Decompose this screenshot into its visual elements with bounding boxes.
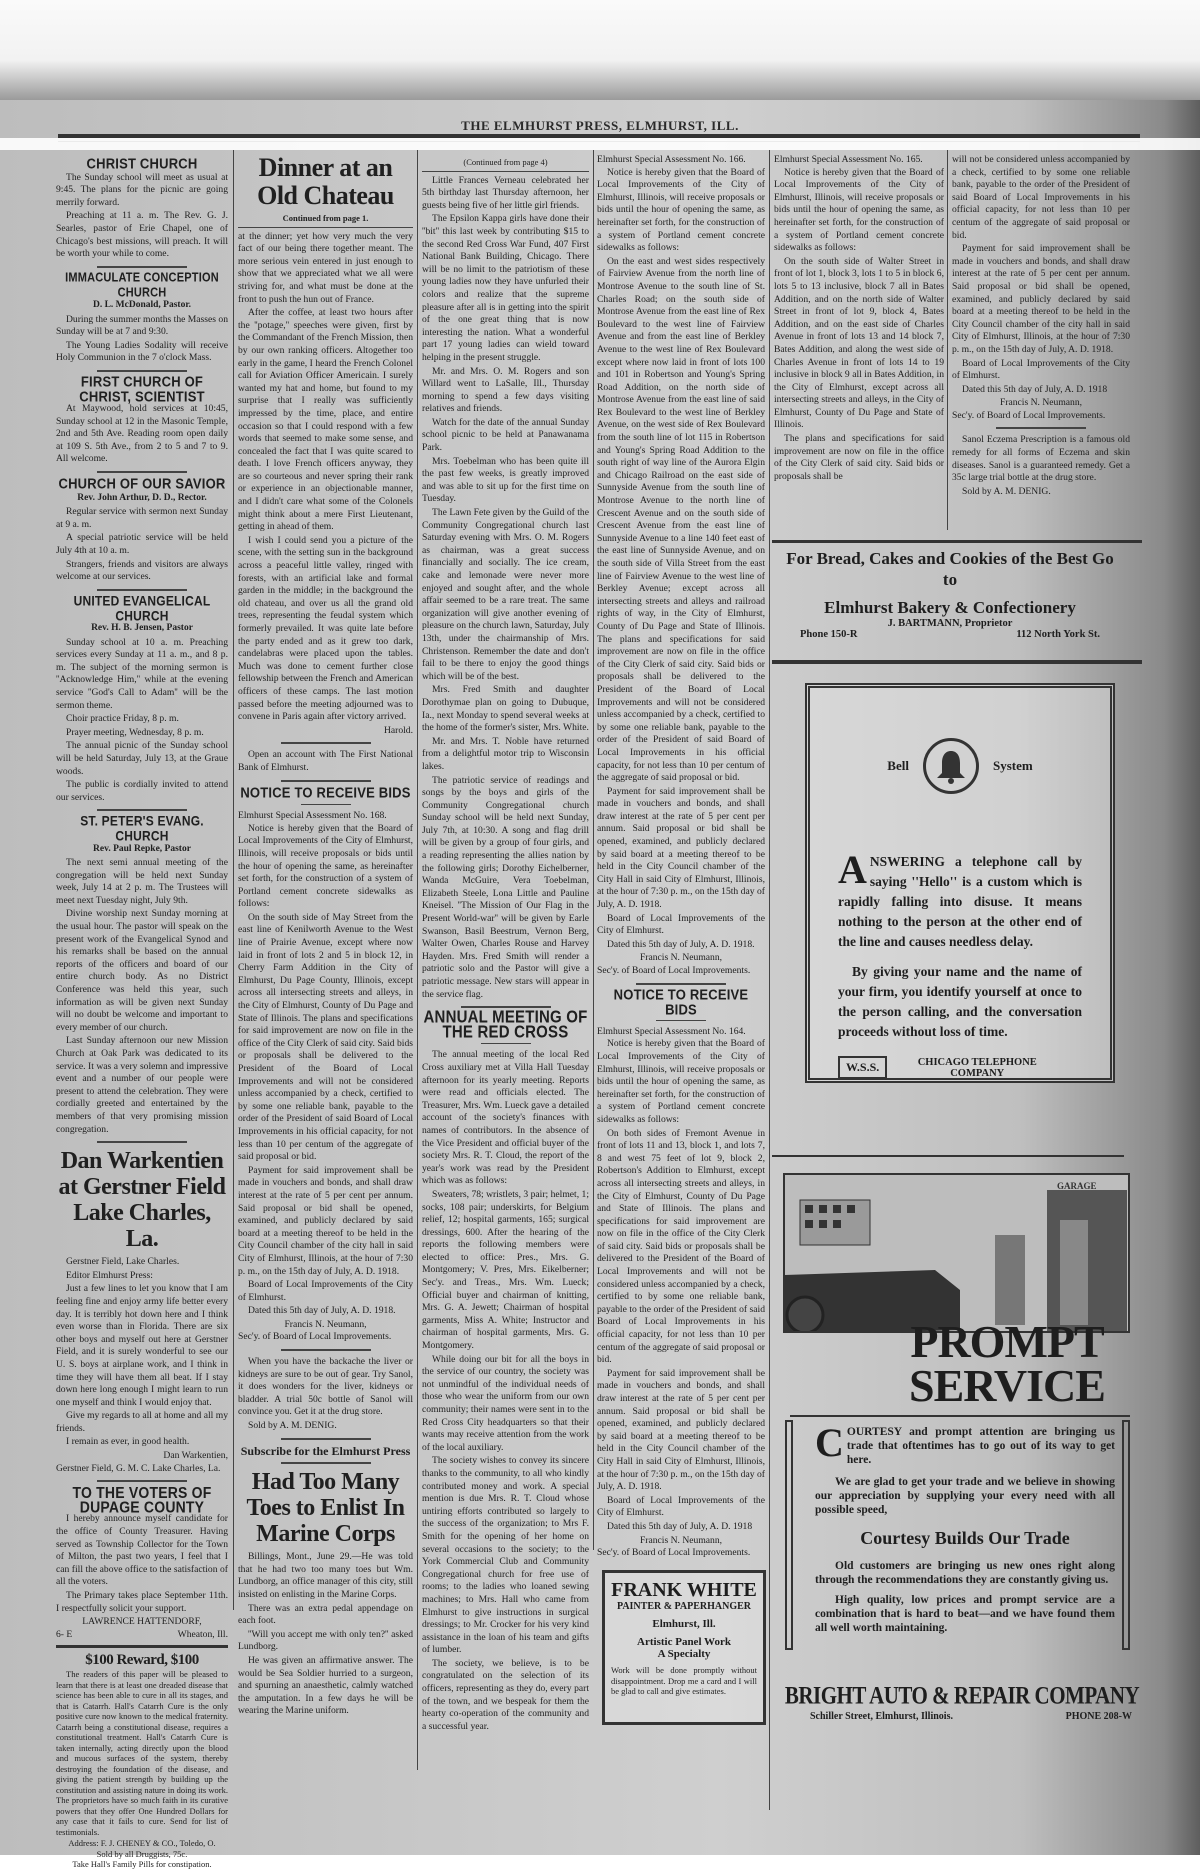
board: Board of Local Improvements of the City of Elmhurst. bbox=[597, 912, 765, 937]
secretary: Sec'y. of Board of Local Improvements. bbox=[238, 1331, 392, 1343]
paragraph: While doing our bit for all the boys in the service of our country, the society was not unmindful of the individual needs of those who wear the uniform from our own community; their names were sent in to the Red Cross City headquarters so that their wants may receive attention from the work of the local auxiliary. bbox=[422, 1353, 589, 1453]
paragraph: will not be considered unless accompanied by a check, certified to by some one reliable bank, payable to the order of the President of said Board of Local Improvements in his official capacity, for not less than 10 per centum of the aggregate of said proposal or bid. bbox=[952, 154, 1130, 241]
paragraph: at the dinner; yet how very much the very fact of our being there together meant. The more serious vein entered in just enough to show that we appreciated what we all were striving for, and what must be done at the front to push the hun out of France. bbox=[238, 230, 413, 305]
separator bbox=[301, 804, 351, 805]
paragraph: Divine worship next Sunday morning at the usual hour. The pastor will speak on the present work of the Evangelical Synod and his remarks shall be based on the annual reports of the officers and board of our entire church body. As no District Conference was held this year, such information as will be given next Sunday will no doubt be welcome and important to every member of our church. bbox=[56, 908, 228, 1033]
signatory: Francis N. Neumann, bbox=[639, 952, 723, 964]
paragraph: Payment for said improvement shall be made in vouchers and bonds, and shall draw interest at the rate of 5 per cent per annum. Said proposal or bid shall be opened, examined, and publicly declared by said board at a meeting thereof to be held in the City Council chamber of the city hall in said City of Elmhurst, Illinois, at the hour of 7:30 p. m., on the 15th day of July, A. D. 1918. bbox=[238, 1164, 413, 1277]
paragraph: Mrs. Fred Smith and daughter Dorothymae plan on going to Dubuque, Ia., next Monday to spend several weeks at the home of the former's sister, Mrs. White. bbox=[422, 684, 589, 734]
separator bbox=[481, 1043, 531, 1044]
separator bbox=[996, 427, 1086, 429]
paragraph: The Epsilon Kappa girls have done their ''bit'' this last week by contributing $15 to the second Red Cross War Fund, 407 First National Bank Building, Chicago. There will be no limit to the patriotism of these young ladies now they have unfurled their colors and realize that the supreme pleasure after all is in getting into the spirit of the one great thing that is now interesting the nation. What a wonderful part 17 young ladies can wield toward helping in the present struggle. bbox=[422, 213, 589, 363]
headline-prompt: PROMPT bbox=[910, 1316, 1104, 1367]
notice-165-column bbox=[774, 154, 944, 484]
churches-column bbox=[56, 154, 228, 1870]
secretary: Sec'y. of Board of Local Improvements. bbox=[952, 409, 1106, 421]
paragraph: Payment for said improvement shall be made in vouchers and bonds, and shall draw interest at the rate of 5 per cent per annum. Said proposal or bid shall be opened, examined, and publicly declared by said board at a meeting thereof to be held in the City Council chamber of the City Hall in said City of Elmhurst, Illinois, at the hour of 7:30 p. m., on the 15th day of July, A. D. 1918. bbox=[597, 785, 765, 911]
ad-code: 6- E bbox=[56, 1628, 73, 1640]
auto-paragraph: We are glad to get your trade and we believe in showing our appreciation by supplying your every need with all possible speed, bbox=[815, 1476, 1115, 1516]
paragraph: The Lawn Fete given by the Guild of the Community Congregational church last Saturday evening with Mrs. O. M. Rogers as chairman, was a great success financially and socially. The ice cream, cake and lemonade were never more enjoyed and sought after, and the whole affair seemed to be a rare treat. The same organization will give another evening of pleasure on the church lawn, Saturday, July 13th, under the chairmanship of Mrs. Christenson. Remember the date and don't fail to be there to enjoy the good things which will be of the best. bbox=[422, 507, 589, 682]
paragraph: Last Sunday afternoon our new Mission Church at Oak Park was dedicated to its service. It was a very solemn and impressive event and a number of our people were present to attend the celebration. They were cordially greeted and entertained by the members of that very promising mission congregation. bbox=[56, 1035, 228, 1135]
paragraph: I wish I could send you a picture of the scene, with the setting sun in the background across a peaceful little valley, ringed with forests, with an artificial lake and formal garden in the middle; in the background the old chateau, and over us all the grand old trees, representing the feudal system which formerly prevailed. It was quite late before the party ended and as it grew too dark, candelabras were placed upon the tables. Much was done to cement further close fellowship between the French and American officers of these camps. The last motion passed before the meeting adjourned was to convene in Paris again after victory arrived. bbox=[238, 534, 413, 723]
paragraph: On both sides of Fremont Avenue in front of lots 11 and 13, block 1, and lots 7, 8 and west 75 feet of lot 9, block 2, Robertson's Addition to Elmhurst, except across all intersecting streets and alleys, in the City of Elmhurst, County of Du Page and State of Illinois. The plans and specifications for said improvement are now on file in the office of the City Clerk of said city. Said bids or proposals shall be delivered to the President of the Board of Local Improvements and will not be considered unless accompanied by a check, certified to by some one reliable bank, payable to the order of the President of said Board of Local Improvements in his official capacity, for not less than 10 per centum of the aggregate of said proposal or bid. bbox=[597, 1127, 765, 1366]
ad-pillar-left bbox=[785, 1420, 793, 1650]
bakery-name: Elmhurst Bakery & Confectionery bbox=[824, 598, 1076, 617]
wss-badge: W.S.S. bbox=[838, 1056, 887, 1079]
dated: Dated this 5th day of July, A. D. 1918. bbox=[607, 938, 755, 950]
separator bbox=[97, 1141, 187, 1143]
separator bbox=[281, 1349, 371, 1351]
bright-auto-footer bbox=[782, 1680, 1142, 1722]
signatory: Francis N. Neumann, bbox=[284, 1318, 367, 1330]
proprietor: J. BARTMANN, Proprietor bbox=[887, 618, 1013, 629]
paragraph: Just a few lines to let you know that I am feeling fine and enjoy army life better every day. It is terribly hot down here and I think even worse than in Florida. There are six other boys and myself out here at Gerstner Field, and it is surely wonderful to see our U. S. boys at airplane work, and I think in time they will have them all beat. If I stay down here long enough I might learn to run one myself and think I would enjoy that. bbox=[56, 1283, 228, 1408]
dated: Dated this 5th day of July, A. D. 1918 bbox=[607, 1520, 753, 1532]
separator bbox=[97, 471, 187, 473]
christ-church-heading: CHRIST CHURCH bbox=[86, 154, 198, 173]
continued-note: Continued from page 1. bbox=[238, 212, 413, 228]
secretary: Sec'y. of Board of Local Improvements. bbox=[597, 1547, 751, 1559]
separator bbox=[97, 370, 187, 372]
paragraph: Notice is hereby given that the Board of Local Improvements of the City of Elmhurst, Illinois, will receive proposals or bids until the hour of opening the same, as hereinafter set forth, for the construction of a system of Portland cement concrete sidewalks as follows: bbox=[597, 166, 765, 254]
bell-paragraph: By giving your name and the name of your firm, you identify yourself at once to the person calling, and the conversation proceeds without loss of time. bbox=[838, 964, 1082, 1039]
bell-logo-icon bbox=[923, 738, 979, 794]
paragraph: Payment for said improvement shall be made in vouchers and bonds, and shall draw interest at the rate of 5 per cent per annum. Said proposal or bid shall be opened, examined, and publicly declared by said board at a meeting thereof to be held in the City Council chamber of the city hall in said City of Elmhurst, Illinois, at the hour of 7:30 p. m., on the 15th day of July, A. D. 1918. bbox=[952, 243, 1130, 355]
bank-ad: Open an account with The First National Bank of Elmhurst. bbox=[238, 749, 413, 773]
separator bbox=[97, 809, 187, 811]
assessment-number: Elmhurst Special Assessment No. 164. bbox=[597, 1025, 746, 1037]
paragraph: Notice is hereby given that the Board of Local Improvements of the City of Elmhurst, Illinois, will receive proposals or bids until the hour of opening the same, as hereinafter set forth, for the construction of a system of Portland cement concrete sidewalks as follows: bbox=[597, 1038, 765, 1125]
chateau-headline: Dinner at an Old Chateau bbox=[257, 153, 394, 210]
paragraph: Sweaters, 78; wristlets, 3 pair; helmet, 1; socks, 108 pair; underskirts, for Belgium relief, 12; hospital garments, 165; surgical dressings, 600. After the hearing of the reports the following members were elected to office: Pres., Mrs. G. Montgomery; V. Pres, Mrs. Eikelberner; Sec'y. and Treas., Mrs. Wm. Lueck; Official buyer and chairman of knitting, Mrs. G. A. Jewett; Chairman of hospital garments, Miss A. White; Instructor and chairman of hospital garments, Mrs. G. Montgomery. bbox=[422, 1188, 589, 1352]
paragraph: I hereby announce myself candidate for the office of County Treasurer. Having served as Township Collector for the Town of Milton, the past two years, I feel that I can fill the above office to the satisfaction of all the voters. bbox=[56, 1513, 228, 1588]
villa-park-column bbox=[422, 154, 589, 1734]
paragraph: The patriotic service of readings and songs by the boys and girls of the Community Congregational church Sunday school will be held next Sunday, July 7th, at 10:30. A song and flag drill will be given by a group of four girls, and a reading representing the allies nation by the following girls; Dorothy Eichelberner, Wanda McGuire, Vera Toebelman, Elizabeth Steele, Lona Little and Pauline Kneisel. ''The Mission of Our Flag in the Present World-war'' will be given by Earle Swanson, Basil Beestrum, Vernon Berg, Walter Owen, Charles Rouse and Harvey Hayden. Mrs. Fred Smith will render a patriotic solo and the Pastor will give a patriotic message. New stars will appear in the service flag. bbox=[422, 774, 589, 1000]
separator bbox=[97, 266, 187, 268]
slogan: Courtesy Builds Our Trade bbox=[860, 1528, 1070, 1548]
pastor-name: Rev. John Arthur, D. D., Rector. bbox=[77, 492, 207, 503]
paragraph: Regular service with sermon next Sunday at 9 a. m. bbox=[56, 506, 228, 530]
column-divider bbox=[947, 150, 948, 530]
secretary: Sec'y. of Board of Local Improvements. bbox=[597, 965, 751, 976]
board: Board of Local Improvements of the City of Elmhurst. bbox=[597, 1494, 765, 1519]
headline-service: SERVICE bbox=[909, 1360, 1105, 1411]
paragraph: He was given an affirmative answer. The would be Sea Soldier hurried to a surgeon, and spurning an anaesthetic, calmly watched the amputation. In a few days he will be wearing the Marine uniform. bbox=[238, 1654, 413, 1717]
sold-by: Sold by all Druggists, 75c. bbox=[96, 1848, 188, 1859]
subscribe-banner: Subscribe for the Elmhurst Press bbox=[240, 1443, 411, 1458]
specialty: Artistic Panel Work bbox=[637, 1636, 731, 1648]
paragraph: Billings, Mont., June 29.—He was told that he had two too many toes but Wm. Lundborg, an office manager of this city, still insisted on enlisting in the Marine Corps. bbox=[238, 1551, 413, 1600]
evangelical-heading: UNITED EVANGELICAL CHURCH bbox=[73, 592, 211, 624]
paragraph: During the summer months the Masses on Sunday will be at 7 and 9:30. bbox=[56, 313, 229, 338]
masthead: THE ELMHURST PRESS, ELMHURST, ILL. bbox=[461, 118, 739, 133]
painter-trade: PAINTER & PAPERHANGER bbox=[616, 1601, 752, 1612]
auto-paragraph: OURTESY and prompt attention are bringing us trade that oftentimes has to go out of its way to get here. bbox=[846, 1426, 1115, 1466]
bell-label: Bell bbox=[887, 758, 909, 773]
company-address: Schiller Street, Elmhurst, Illinois. bbox=[810, 1711, 953, 1722]
paragraph: Watch for the date of the annual Sunday school picnic to be held at Panawanama Park. bbox=[422, 416, 589, 454]
dated: Dated this 5th day of July, A. D. 1918 bbox=[962, 383, 1108, 395]
ad-rule bbox=[772, 540, 1142, 543]
column-divider bbox=[593, 150, 594, 1550]
company-phone: PHONE 208-W bbox=[1065, 1711, 1132, 1722]
painter-town: Elmhurst, Ill. bbox=[652, 1618, 716, 1630]
board: Board of Local Improvements of the City of Elmhurst. bbox=[238, 1279, 413, 1303]
paragraph: The Sunday school will meet as usual at 9:45. The plans for the picnic are going merrily forward. bbox=[56, 171, 228, 208]
paragraph: Prayer meeting, Wednesday, 8 p. m. bbox=[66, 726, 204, 738]
paragraph: After the coffee, at least two hours after the ''potage,'' speeches were given, first by the Commandant of the French Mission, then by our own ranking officers. Altogether too early in the game, I heard the French Colonel call for Aviation Officer Americain. I surely wanted my hat and home, but found to my surprise that I really was sufficiently impressed by the time, place, and entire occasion so that I could respond with a few words that seemed to make some sense, and concealed the fact that I was quite scared to death. I love French officers anyway, they are so courteous and never spring their rank or experience in an objectionable manner, and I didn't care what some of the Colonels might think about a mere First Lieutenant, getting in ahead of them. bbox=[238, 307, 413, 533]
column-divider bbox=[233, 150, 234, 1610]
ad-rule bbox=[772, 660, 1142, 664]
sold-by: Sold by A. M. DENIG. bbox=[248, 1420, 337, 1432]
assessment-number: Elmhurst Special Assessment No. 168. bbox=[238, 810, 387, 822]
red-cross-headline: ANNUAL MEETING OF THE RED CROSS bbox=[423, 1007, 588, 1042]
assessment-number: Elmhurst Special Assessment No. 166. bbox=[597, 154, 746, 165]
telephone-company: CHICAGO TELEPHONE COMPANY bbox=[917, 1056, 1037, 1079]
painter-ad bbox=[602, 1570, 766, 1725]
rule bbox=[56, 1645, 228, 1648]
address: Gerstner Field, G. M. C. Lake Charles, La. bbox=[56, 1462, 221, 1474]
garage-illustration bbox=[783, 1173, 1130, 1333]
separator bbox=[281, 742, 371, 744]
bakery-ad bbox=[785, 548, 1115, 640]
reward-headline: $100 Reward, $100 bbox=[85, 1652, 199, 1669]
dateline: Gerstner Field, Lake Charles. bbox=[66, 1256, 180, 1268]
paragraph: The annual meeting of the local Red Cross auxiliary met at Villa Hall Tuesday afternoon for its yearly meeting. Reports were read and officials elected. The Treasurer, Mrs. Wm. Lueck gave a detailed account of the society's finances with names of contributors. In the absence of the Vice President and official buyer of the society Mrs. R. T. Cloud, the report of the year's work was read by the President which was as follows: bbox=[422, 1049, 589, 1187]
separator bbox=[281, 1438, 371, 1440]
ad-pillar-right bbox=[1122, 1420, 1130, 1650]
system-label: System bbox=[992, 758, 1033, 773]
notice-168-heading: NOTICE TO RECEIVE BIDS bbox=[240, 783, 411, 801]
separator bbox=[281, 1462, 371, 1464]
immaculate-heading: IMMACULATE CONCEPTION CHURCH bbox=[65, 270, 219, 300]
pills-note: Take Hall's Family Pills for constipation. bbox=[72, 1859, 212, 1870]
separator bbox=[636, 983, 726, 985]
paragraph: The public is cordially invited to attend our services. bbox=[56, 779, 228, 803]
column-divider bbox=[769, 150, 770, 1810]
paragraph: Notice is hereby given that the Board of Local Improvements of the City of Elmhurst, Illinois, will receive proposals or bids until the hour of opening the same, as hereinafter set forth, for the construction of a system of Portland cement concrete sidewalks as follows: bbox=[774, 166, 944, 254]
paragraph: Mrs. Toebelman who has been quite ill the past few weeks, is greatly improved and was able to sit up for the first time on Tuesday. bbox=[422, 455, 589, 505]
paragraph: Mr. and Mrs. T. Noble have returned from a delightful motor trip to Wisconsin lakes. bbox=[422, 735, 589, 772]
ad-rule bbox=[772, 1155, 1124, 1157]
notice-165-continued bbox=[952, 154, 1130, 499]
signatory: Francis N. Neumann, bbox=[639, 1534, 723, 1546]
company-name: BRIGHT AUTO & REPAIR COMPANY bbox=[784, 1680, 1140, 1710]
auto-ad-copy bbox=[815, 1420, 1115, 1635]
signature: Dan Warkentien, bbox=[163, 1450, 228, 1462]
sanol-ad: When you have the backache the liver or kidneys are sure to be out of gear. Try Sanol, it does wonders for the liver, kidneys or bladder. A trial 50c bottle of Sanol will convince you. Get it at the drug store. bbox=[238, 1356, 413, 1418]
paragraph: Give my regards to all at home and all my friends. bbox=[56, 1410, 228, 1434]
auto-paragraph: High quality, low prices and prompt service are a combination that is hard to beat—and we have found them all well worth maintaining. bbox=[815, 1594, 1115, 1634]
continued-note: (Continued from page 4) bbox=[422, 156, 589, 172]
paragraph: Sunday school at 10 a. m. Preaching services every Sunday at 11 a. m., and 8 p. m. The subject of the morning sermon is ''Acknowledge Him,'' while at the evening service ''God's Call to Adam'' will be the sermon theme. bbox=[56, 636, 228, 711]
notices-column bbox=[597, 154, 765, 1560]
bell-telephone-ad bbox=[805, 683, 1115, 1083]
paragraph: I remain as ever, in good health. bbox=[66, 1436, 190, 1448]
paragraph: Payment for said improvement shall be made in vouchers and bonds, and shall draw interest at the rate of 5 per cent per annum. Said proposal or bid shall be opened, examined, and publicly declared by said board at a meeting thereof to be held in the City Council chamber of the City Hall in said City of Elmhurst, Illinois, at the hour of 7:30 p. m., on the 15th day of July, A. D. 1918. bbox=[597, 1367, 765, 1493]
bakery-phone: Phone 150-R bbox=[800, 629, 858, 640]
bell-paragraph: NSWERING a telephone call by saying ''Hello'' is a custom which is rapidly falling into disuse. It means nothing to the person at the other end of the line and causes needless delay. bbox=[838, 854, 1082, 949]
savior-heading: CHURCH OF OUR SAVIOR bbox=[58, 474, 226, 493]
notice-164-heading: NOTICE TO RECEIVE BIDS bbox=[613, 985, 749, 1018]
top-margin bbox=[0, 0, 1200, 100]
signature: LAWRENCE HATTENDORF, bbox=[82, 1616, 202, 1628]
auto-paragraph: Old customers are bringing us new ones right along through the recommendations they are constantly giving us. bbox=[815, 1560, 1115, 1586]
place: Wheaton, Ill. bbox=[177, 1628, 228, 1640]
sold-by: Sold by A. M. DENIG. bbox=[962, 485, 1051, 497]
paragraph: ''Will you accept me with only ten?'' asked Lundborg. bbox=[238, 1628, 413, 1653]
warkentien-headline: Dan Warkentien at Gerstner Field Lake Charles, La. bbox=[58, 1148, 226, 1253]
paragraph: At Maywood, hold services at 10:45, Sunday school at 12 in the Masonic Temple, 2nd and 5th Ave. Reading room open daily at 109 S. 5th Ave., from 2 to 5 and 7 to 9. All welcome. bbox=[56, 403, 228, 465]
board: Board of Local Improvements of the City of Elmhurst. bbox=[952, 357, 1130, 382]
paragraph: On the south side of May Street from the east line of Kenilworth Avenue to the West line of Prairie Avenue, except where now laid in front of lots 2 and 5 in block 12, in Cherry Farm Addition in the City of Elmhurst, Du Page County, Illinois, except across all intersecting streets and alleys, in the City of Elmhurst, County of Du Page and State of Illinois. The plans and specifications for said improvement are now on file in the office of the City Clerk of said city. Said bids or proposals shall be delivered to the President of the Board of Local Improvements and will not be considered unless accompanied by a check, certified to by some one reliable bank, payable to the order of the President of said Board of Local Improvements in his official capacity, for not less than 10 per centum of the aggregate of said proposal or bid. bbox=[238, 911, 413, 1163]
car-garage-drawing bbox=[785, 1175, 1130, 1333]
pastor-name: D. L. McDonald, Pastor. bbox=[92, 299, 192, 310]
drop-cap: A bbox=[838, 847, 867, 892]
assessment-number: Elmhurst Special Assessment No. 165. bbox=[774, 154, 923, 165]
scientist-heading: FIRST CHURCH OF CHRIST, SCIENTIST bbox=[79, 372, 205, 405]
painter-name: FRANK WHITE bbox=[611, 1579, 757, 1601]
garage-sign: GARAGE bbox=[1057, 1181, 1097, 1191]
voters-headline: TO THE VOTERS OF DUPAGE COUNTY bbox=[72, 1483, 212, 1516]
paragraph: Preaching at 11 a. m. The Rev. G. J. Searles, pastor of Erie Chapel, one of Chicago's best missions, will preach. It will be worth your while to come. bbox=[56, 210, 228, 260]
pastor-name: Rev. H. B. Jensen, Pastor bbox=[91, 623, 193, 633]
torn-header-strip bbox=[0, 138, 1200, 150]
separator bbox=[97, 589, 187, 591]
separator bbox=[281, 780, 371, 782]
paragraph: The society, we believe, is to be congratulated on the selection of its officers, representing as they do, every part of the town, and we bespeak for them the hearty co-operation of the community and a successful year. bbox=[422, 1657, 589, 1732]
paragraph: The Primary takes place September 11th. I respectfully solicit your support. bbox=[56, 1590, 228, 1614]
paragraph: There was an extra pedal appendage on each foot. bbox=[238, 1602, 413, 1627]
bakery-address: 112 North York St. bbox=[1016, 629, 1100, 640]
salutation: Editor Elmhurst Press: bbox=[66, 1269, 153, 1281]
paragraph: On the south side of Walter Street in front of lot 1, block 3, lots 1 to 5 in block 6, lots 5 to 13 inclusive, block 7 all in Bates Addition, and on the north side of Walter Street in front of lot 9, block 4, Bates Addition, and on the east side of Charles Avenue in front of lots 13 and 14 block 7, Bates Addition, and along the west side of Charles Avenue in front of lots 14 to 19 inclusive in block 9 all in Bates Addition, in the City of Elmhurst, except across all intersecting streets and alleys, in the City of Elmhurst, County of Du Page and State of Illinois. bbox=[774, 255, 944, 431]
specialty: A Specialty bbox=[657, 1648, 711, 1660]
paragraph: Notice is hereby given that the Board of Local Improvements of the City of Elmhurst, Illinois, will receive proposals or bids until the hour of opening the same, as hereinafter set forth, for the construction of a system of Portland cement concrete sidewalks as follows: bbox=[238, 822, 413, 910]
painter-body: Work will be done promptly without disappointment. Drop me a card and I will be glad to call and give estimates. bbox=[611, 1665, 757, 1696]
paragraph: The Young Ladies Sodality will receive Holy Communion in the 7 o'clock Mass. bbox=[56, 339, 228, 364]
paragraph: Little Frances Verneau celebrated her 5th birthday last Thursday afternoon, her guests being five of her little girl friends. bbox=[422, 174, 589, 211]
separator bbox=[656, 1020, 706, 1021]
prompt-service-headline bbox=[872, 1316, 1142, 1411]
paragraph: The readers of this paper will be pleased to learn that there is at least one dreaded disease that science has been able to cure in all its stages, and that is Catarrh. Hall's Catarrh Cure is the only positive cure now known to the medical fraternity. Catarrh being a constitutional disease, requires a constitutional treatment. Hall's Catarrh Cure is taken internally, acting directly upon the blood and mucous surfaces of the system, thereby destroying the foundation of the disease, and giving the patient strength by building up the constitution and assisting nature in doing its work. The proprietors have so much faith in its curative powers that they offer One Hundred Dollars for any case that it fails to cure. Send for list of testimonials. bbox=[56, 1669, 228, 1837]
paragraph: Mr. and Mrs. O. M. Rogers and son Willard went to LaSalle, Ill., Thursday morning to spend a few days visiting relatives and friends. bbox=[422, 365, 589, 415]
paragraph: The society wishes to convey its sincere thanks to the community, to all who kindly contributed money and work. A special mention is due Mrs. R. T. Cloud whose untiring efforts contributed so largely to the success of the organization; to Mrs F. Smith for the opening of her home on several occasions to the society; to the York Commercial Club and Community Congregational church for free use of rooms; to the ladies who loaned sewing machines; to Mrs. Hall who came from Elmhurst to give instructions in surgical dressings; to Mr. Crocker for his very kind assistance in the loan of his team and gifts of lumber. bbox=[422, 1455, 589, 1656]
dated: Dated this 5th day of July, A. D. 1918. bbox=[248, 1305, 396, 1317]
pastor-name: Rev. Paul Repke, Pastor bbox=[93, 843, 191, 854]
paragraph: Choir practice Friday, 8 p. m. bbox=[66, 713, 179, 725]
drop-cap: C bbox=[815, 1420, 844, 1465]
paragraph: Strangers, friends and visitors are always welcome at our services. bbox=[56, 558, 228, 583]
paragraph: The plans and specifications for said improvement are now on file in the office of the City Clerk of said city. Said bids or proposals shall be bbox=[774, 433, 944, 482]
paragraph: The next semi annual meeting of the congregation will be held next Sunday week, July 14 at 2 p. m. The Trustees will meet next Tuesday night, July 9th. bbox=[56, 857, 228, 906]
paragraph: A special patriotic service will be held July 4th at 10 a. m. bbox=[56, 532, 228, 557]
paragraph: The annual picnic of the Sunday school will be held Saturday, July 13, at the Graue woods. bbox=[56, 740, 228, 777]
address: Address: F. J. CHENEY & CO., Toledo, O. bbox=[68, 1838, 216, 1849]
signatory: Francis N. Neumann, bbox=[999, 397, 1083, 409]
toes-headline: Had Too Many Toes to Enlist In Marine Corps bbox=[246, 1469, 405, 1548]
signature: Harold. bbox=[383, 724, 413, 736]
bakery-tagline: For Bread, Cakes and Cookies of the Best Go to bbox=[786, 549, 1114, 589]
eczema-ad: Sanol Eczema Prescription is a famous old remedy for all forms of Eczema and skin diseases. Sanol is a guaranteed remedy. Get a 35c large trial bottle at the drug store. bbox=[952, 434, 1130, 484]
st-peters-heading: ST. PETER'S EVANG. CHURCH bbox=[80, 813, 204, 844]
column-divider bbox=[417, 150, 418, 1770]
chateau-column bbox=[238, 154, 413, 1719]
paragraph: On the east and west sides respectively of Fairview Avenue from the north line of Montrose Avenue to the south line of St. Charles Road; on the south side of Montrose Avenue from the east line of Rex Boulevard to the west line of Fairview Avenue and from the east line of Berkley Avenue to the west line of Rex Boulevard except where now laid in front of lots 100 and 101 in Robertson and Young's Spring Road Addition, on the north side of Montrose Avenue from the east line of said Rex Boulevard to the west line of Berkley Avenue, on the west side of Rex Boulevard from the south line of lot 115 in Robertson and Young's Spring Road Addition to the south right of way line of the Aurora Elgin and Chicago Railroad on the east side of Sunnyside Avenue from the south line of Montrose Avenue to the north line of Crescent Avenue and on the south side of Crescent Avenue from the east line of Sunnyside Avenue to a line 140 feet east of the east line of Sunnyside Avenue, and on the south side of Villa Street from the east line of Fairview Avenue to the west line of Berkley Avenue; except across all intersecting streets and alleys and railroad rights of way, in the City of Elmhurst, County of Du Page and State of Illinois. The plans and specifications for said improvement are now on file in the office of the City Clerk of said city. Said bids or proposals shall be delivered to the President of the Board of Local Improvements and will not be considered unless accompanied by a check, certified to by some one reliable bank, payable to the order of the President of said Board of Local Improvements in his official capacity, for not less than 10 per centum of the aggregate of said proposal or bid. bbox=[597, 255, 765, 784]
